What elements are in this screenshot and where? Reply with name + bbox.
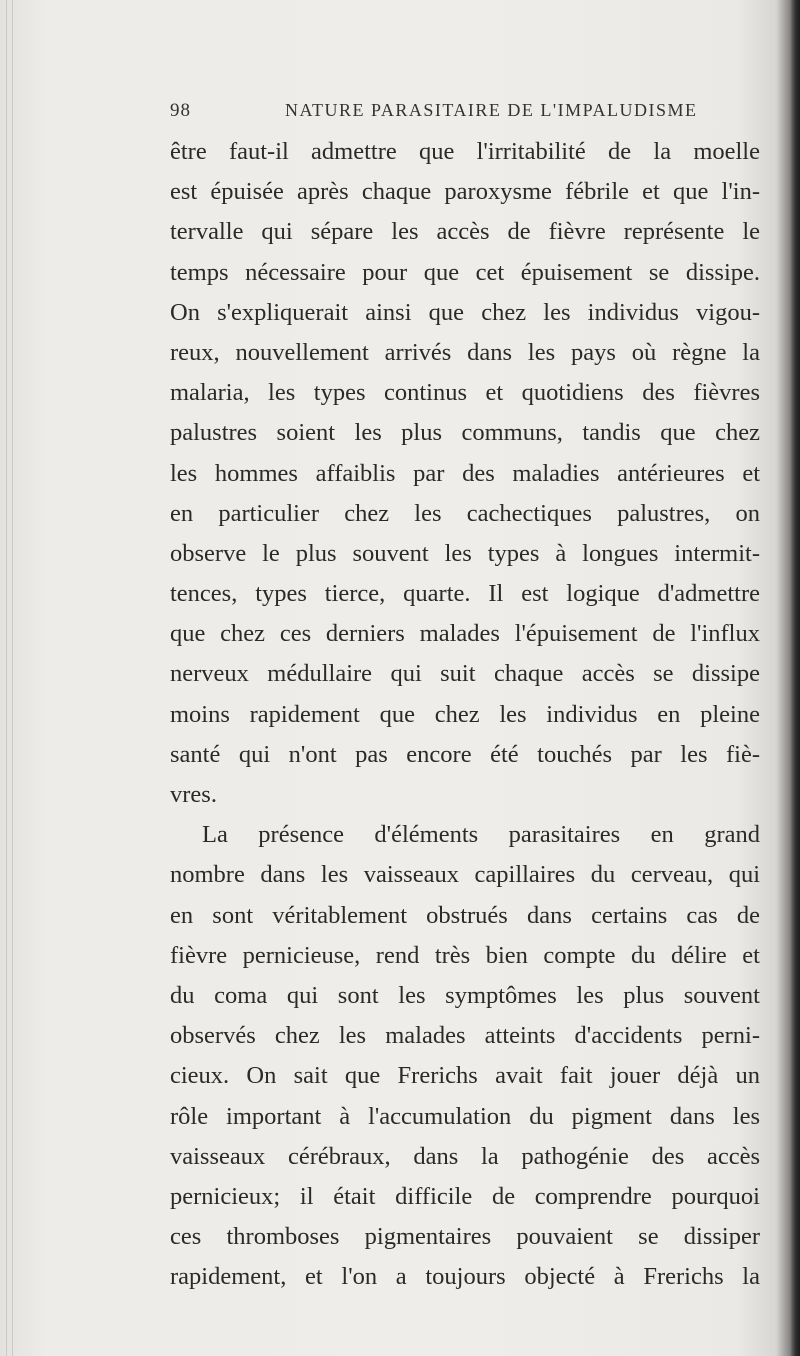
text-line: est épuisée après chaque paroxysme fébrile et que l'in- xyxy=(170,178,760,206)
text-line: observés chez les malades atteints d'accidents perni- xyxy=(170,1022,760,1050)
page-edge-line xyxy=(12,0,13,1356)
text-line: vaisseaux cérébraux, dans la pathogénie des accès xyxy=(170,1142,760,1170)
text-line: palustres soient les plus communs, tandis que chez xyxy=(170,419,760,447)
text-line: tences, types tierce, quarte. Il est logique d'admettre xyxy=(170,580,760,608)
text-line: ces thromboses pigmentaires pouvaient se dissiper xyxy=(170,1223,760,1251)
text-line: en particulier chez les cachectiques palustres, on xyxy=(170,499,760,527)
text-line: moins rapidement que chez les individus en pleine xyxy=(170,700,760,728)
text-line: en sont véritablement obstrués dans certains cas de xyxy=(170,901,760,929)
text-line: cieux. On sait que Frerichs avait fait jouer déjà un xyxy=(170,1062,760,1090)
text-line: être faut-il admettre que l'irritabilité de la moelle xyxy=(170,138,760,165)
text-line: pernicieux; il était difficile de comprendre pourquoi xyxy=(170,1182,760,1210)
page-binding-shadow xyxy=(790,0,800,1356)
text-line: fièvre pernicieuse, rend très bien compte du délire et xyxy=(170,941,760,969)
page-edge-line xyxy=(6,0,7,1356)
text-line: malaria, les types continus et quotidiens des fièvres xyxy=(170,379,760,407)
text-line: vres. xyxy=(170,781,217,808)
page-number: 98 xyxy=(170,100,191,121)
text-line: santé qui n'ont pas encore été touchés par les fiè- xyxy=(170,740,760,768)
text-line: nombre dans les vaisseaux capillaires du cerveau, qui xyxy=(170,861,760,889)
text-line: reux, nouvellement arrivés dans les pays où règne la xyxy=(170,338,760,366)
text-line: nerveux médullaire qui suit chaque accès se dissipe xyxy=(170,660,760,688)
text-line: du coma qui sont les symptômes les plus souvent xyxy=(170,981,760,1009)
body-text xyxy=(170,132,760,1297)
text-line: tervalle qui sépare les accès de fièvre représente le xyxy=(170,218,760,246)
text-line: temps nécessaire pour que cet épuisement se dissipe. xyxy=(170,258,760,286)
running-title: NATURE PARASITAIRE DE L'IMPALUDISME xyxy=(285,100,698,120)
text-line: que chez ces derniers malades l'épuisement de l'influx xyxy=(170,620,760,648)
text-line: rapidement, et l'on a toujours objecté à Frerichs la xyxy=(170,1263,760,1291)
page-header xyxy=(170,100,730,130)
text-line: rôle important à l'accumulation du pigment dans les xyxy=(170,1102,760,1130)
text-line: La présence d'éléments parasitaires en grand xyxy=(202,821,760,849)
text-line: On s'expliquerait ainsi que chez les individus vigou- xyxy=(170,298,760,326)
text-line: observe le plus souvent les types à longues intermit- xyxy=(170,539,760,567)
text-line: les hommes affaiblis par des maladies antérieures et xyxy=(170,459,760,487)
